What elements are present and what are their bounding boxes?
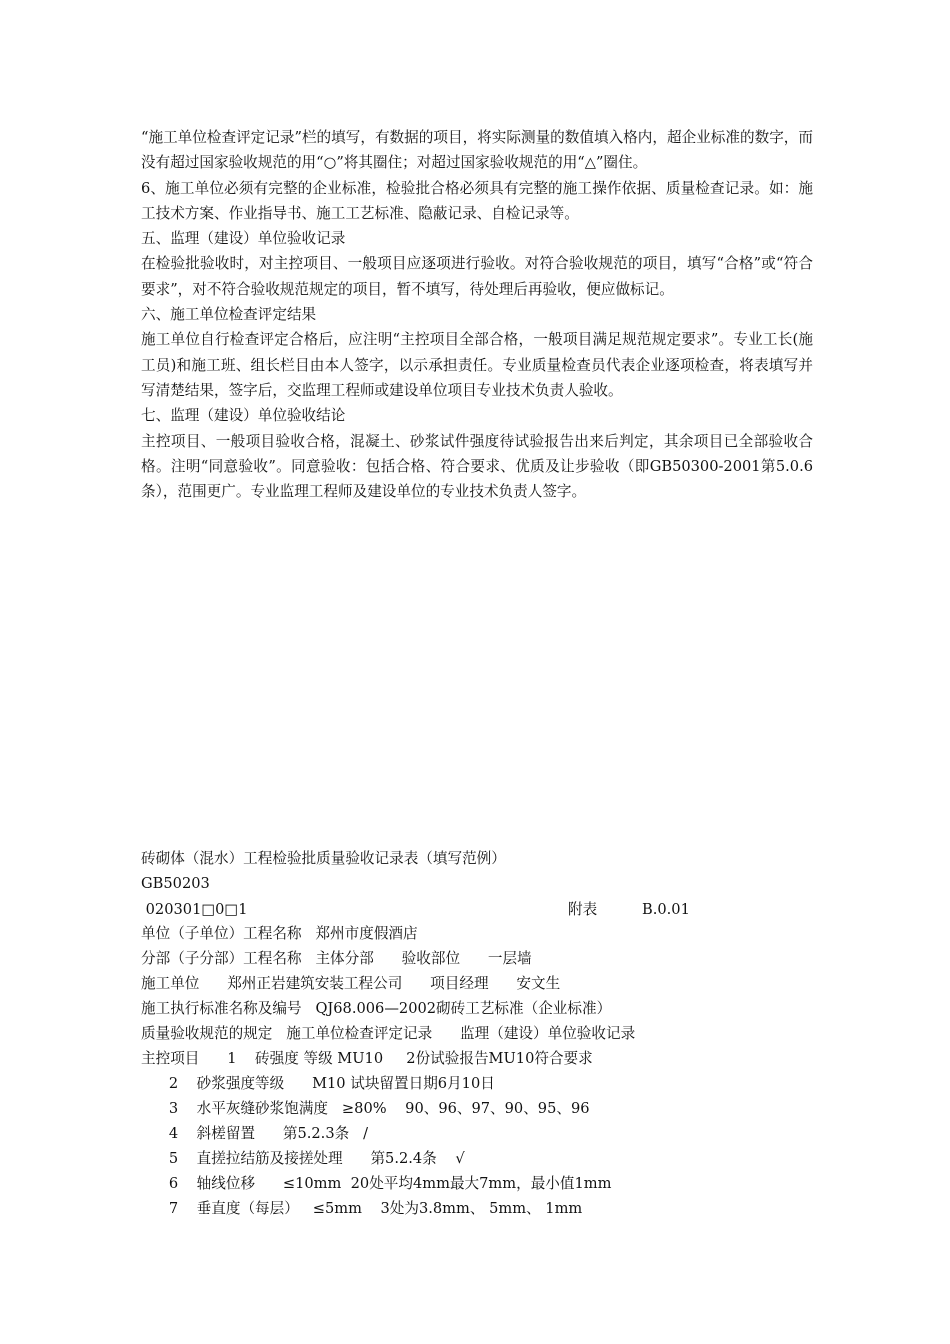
form-item-4: 4 斜槎留置 第5.2.3条 /	[141, 1125, 369, 1142]
form-appendix-number: B.0.01	[642, 901, 690, 918]
guide-paragraph-contractor-result: 施工单位自行检查评定合格后，应注明“主控项目全部合格，一般项目满足规范规定要求”。专业工长(施工员)和施工班、组长栏目由本人签字，以示承担责任。专业质量检查员代表企业逐项检查，将表填写并写清楚结果，签字后，交监理工程师或建设单位项目专业技术负责人验收。	[141, 331, 813, 399]
form-row-project-name: 单位（子单位）工程名称 郑州市度假酒店	[141, 925, 418, 942]
guide-heading-6: 六、施工单位检查评定结果	[141, 306, 317, 324]
guide-paragraph-fill-rule: “施工单位检查评定记录”栏的填写，有数据的项目，将实际测量的数值填入格内，超企业标准的数字，而没有超过国家验收规范的用“○”将其圈住；对超过国家验收规范的用“△”圈住。	[141, 129, 813, 172]
guide-paragraph-supervision-conclusion: 主控项目、一般项目验收合格，混凝土、砂浆试件强度待试验报告出来后判定，其余项目已全部验收合格。注明“同意验收”。同意验收：包括合格、符合要求、优质及让步验收（即GB50300-2001第5.0.6条），范围更广。专业监理工程师及建设单位的专业技术负责人签字。	[141, 432, 813, 501]
guide-paragraph-enterprise-standard: 6、施工单位必须有完整的企业标准，检验批合格必须具有完整的施工操作依据、质量检查记录。如：施工技术方案、作业指导书、施工工艺标准、隐蔽记录、自检记录等。	[141, 179, 813, 222]
form-standard-code: GB50203	[141, 875, 210, 892]
form-row-contractor: 施工单位 郑州正岩建筑安装工程公司 项目经理 安文生	[141, 975, 561, 992]
form-row-exec-standard: 施工执行标准名称及编号 QJ68.006—2002砌砖工艺标准（企业标准）	[141, 1000, 612, 1017]
form-number: 020301□0□1	[141, 901, 248, 918]
form-item-3: 3 水平灰缝砂浆饱满度 ≥80% 90、96、97、90、95、96	[141, 1100, 590, 1117]
form-appendix-label: 附表	[568, 901, 598, 918]
form-title: 砖砌体（混水）工程检验批质量验收记录表（填写范例）	[141, 850, 506, 867]
guide-paragraph-supervision-record: 在检验批验收时，对主控项目、一般项目应逐项进行验收。对符合验收规范的项目，填写“合格”或“符合要求”，对不符合验收规范规定的项目，暂不填写，待处理后再验收，便应做标记。	[141, 255, 813, 298]
form-item-5: 5 直搓拉结筋及接搓处理 第5.2.4条 √	[141, 1150, 465, 1167]
guide-text-block	[141, 125, 813, 504]
form-item-1: 主控项目 1 砖强度 等级 MU10 2份试验报告MU10符合要求	[141, 1050, 593, 1067]
guide-heading-5: 五、监理（建设）单位验收记录	[141, 230, 346, 248]
form-item-6: 6 轴线位移 ≤10mm 20处平均4mm最大7mm，最小值1mm	[141, 1175, 612, 1192]
form-item-7: 7 垂直度（每层） ≤5mm 3处为3.8mm、 5mm、 1mm	[141, 1200, 583, 1217]
form-item-2: 2 砂浆强度等级 M10 试块留置日期6月10日	[141, 1075, 495, 1092]
form-row-column-headers: 质量验收规范的规定 施工单位检查评定记录 监理（建设）单位验收记录	[141, 1025, 636, 1042]
guide-heading-7: 七、监理（建设）单位验收结论	[141, 407, 346, 425]
form-row-subproject: 分部（子分部）工程名称 主体分部 验收部位 一层墙	[141, 950, 532, 967]
